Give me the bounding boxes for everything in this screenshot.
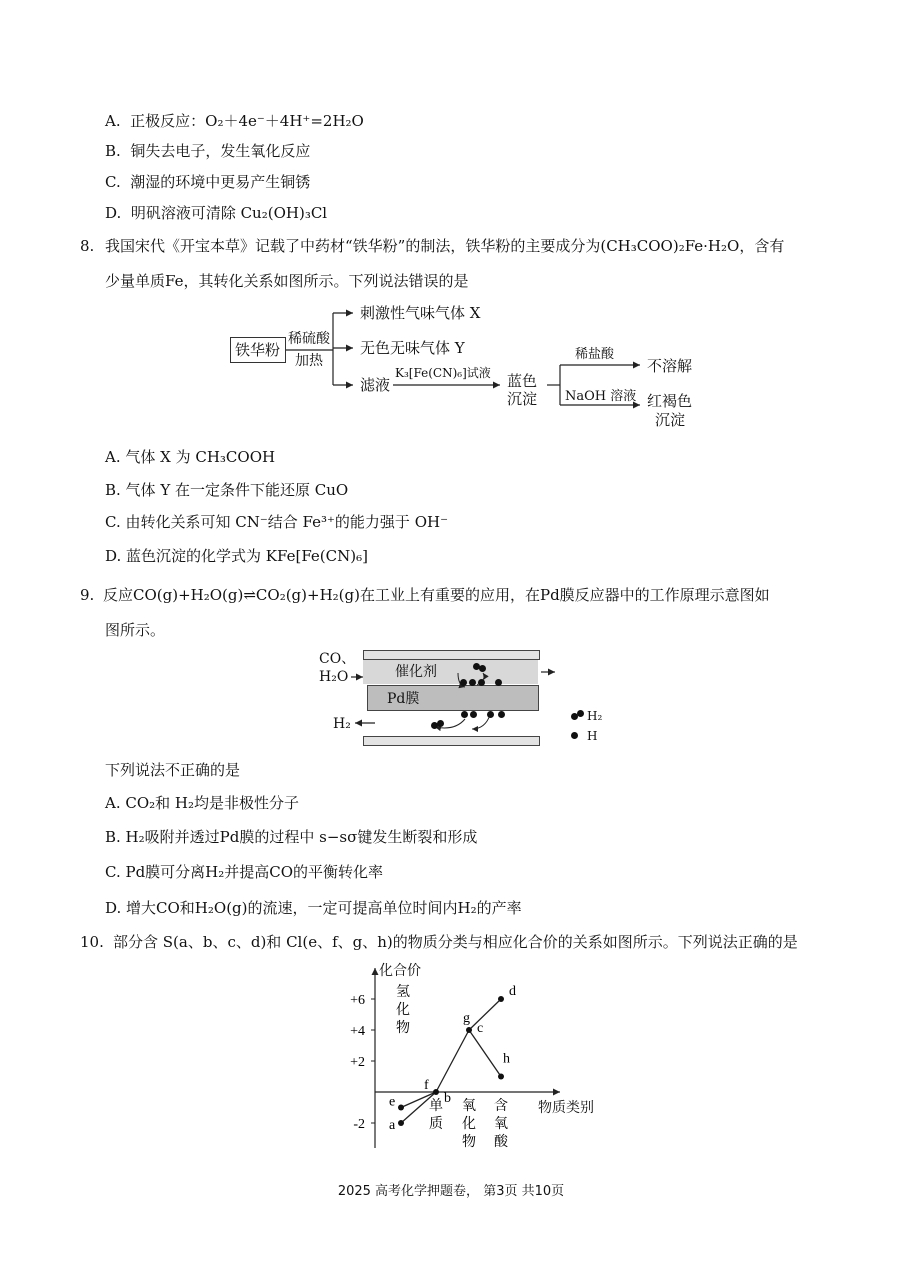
q9-outlet-label: H₂ xyxy=(333,716,351,732)
q8-condition1: 加热 xyxy=(295,353,323,369)
q8-option-a: A. 气体 X 为 CH₃COOH xyxy=(105,448,276,466)
category-label: 酸 xyxy=(494,1134,508,1150)
legend-h-label: H xyxy=(587,729,598,743)
q8-stem-line1: 我国宋代《开宝本草》记载了中药材“铁华粉”的制法，铁华粉的主要成分为(CH₃COO)₂Fe·H₂O，含有 xyxy=(105,237,785,255)
x-axis-label: 物质类别 xyxy=(538,1100,594,1116)
y-tick-label: +4 xyxy=(350,1024,365,1039)
q8-stem-line2: 少量单质Fe，其转化关系如图所示。下列说法错误的是 xyxy=(105,272,469,290)
q8-precip-line2: 沉淀 xyxy=(507,390,538,408)
point-label-b: b xyxy=(444,1091,451,1106)
q8-option-c: C. 由转化关系可知 CN⁻结合 Fe³⁺的能力强于 OH⁻ xyxy=(105,513,448,531)
h-atom xyxy=(460,679,467,686)
segment-g-h xyxy=(469,1030,501,1077)
h-atom xyxy=(498,711,505,718)
y-tick-label: +2 xyxy=(350,1055,365,1070)
q8-number: 8. xyxy=(80,237,95,255)
q9-option-d: D. 增大CO和H₂O(g)的流速，一定可提高单位时间内H₂的产率 xyxy=(105,899,522,917)
q9-stem-line2: 图所示。 xyxy=(105,621,166,639)
category-label: 物 xyxy=(462,1134,476,1150)
q8-option-b: B. 气体 Y 在一定条件下能还原 CuO xyxy=(105,481,349,499)
legend-h2-icon xyxy=(577,710,584,717)
point-e xyxy=(398,1105,404,1111)
category-label: 氢 xyxy=(396,984,410,1000)
q9-stem-line1: 反应CO(g)+H₂O(g)⇌CO₂(g)+H₂(g)在工业上有重要的应用，在Pd膜反应器中的工作原理示意图如 xyxy=(103,586,770,604)
q8-result4-line2: 沉淀 xyxy=(655,411,686,429)
h2-molecule-atom xyxy=(479,665,486,672)
q9-option-a: A. CO₂和 H₂均是非极性分子 xyxy=(105,794,300,812)
q8-flow-diagram xyxy=(225,300,705,435)
q8-filtrate: 滤液 xyxy=(360,376,391,394)
category-label: 化 xyxy=(462,1116,476,1132)
legend-h2-label: H₂ xyxy=(587,709,603,723)
h-atom xyxy=(461,711,468,718)
point-label-d: d xyxy=(509,984,516,999)
point-a xyxy=(398,1120,404,1126)
page-footer: 2025 高考化学押题卷， 第3页 共10页 xyxy=(337,1184,565,1199)
h-atom xyxy=(478,679,485,686)
point-d xyxy=(498,996,504,1002)
q9-option-c: C. Pd膜可分离H₂并提高CO的平衡转化率 xyxy=(105,863,384,881)
q8-reagent2: K₃[Fe(CN)₆]试液 xyxy=(395,366,491,380)
q9-catalyst-label: 催化剂 xyxy=(395,664,437,680)
point-label-h: h xyxy=(503,1051,510,1067)
segment-g-d xyxy=(469,999,501,1030)
q9-inlet-line2: H₂O xyxy=(319,669,349,685)
q8-result3: 不溶解 xyxy=(647,357,693,375)
point-label-a: a xyxy=(389,1118,396,1133)
y-axis-label: 化合价 xyxy=(379,963,421,979)
point-label-g: g xyxy=(463,1011,470,1026)
q9-membrane-label: Pd膜 xyxy=(387,691,420,707)
point-label-c: c xyxy=(477,1021,484,1036)
q9-number: 9. xyxy=(80,586,95,604)
category-label: 氧 xyxy=(462,1098,476,1114)
q7-option-b: B. 铜失去电子，发生氧化反应 xyxy=(105,142,311,160)
q10-valence-chart xyxy=(335,960,615,1155)
point-h xyxy=(498,1074,504,1080)
q8-result4-line1: 红褐色 xyxy=(647,392,693,410)
q9-reactor-diagram xyxy=(315,645,615,750)
category-label: 单 xyxy=(429,1098,443,1114)
h-atom xyxy=(495,679,502,686)
h2-molecule-atom xyxy=(437,720,444,727)
q10-number: 10. xyxy=(80,933,104,951)
q8-reagent3: 稀盐酸 xyxy=(575,347,615,362)
legend-h-icon xyxy=(571,732,578,739)
h-atom xyxy=(487,711,494,718)
q9-arrows xyxy=(315,645,615,750)
q8-product-x: 刺激性气味气体 X xyxy=(360,304,481,322)
valence-chart-svg xyxy=(335,960,615,1155)
q9-prompt: 下列说法不正确的是 xyxy=(105,761,241,779)
category-label: 含 xyxy=(494,1098,508,1114)
q9-option-b: B. H₂吸附并透过Pd膜的过程中 s−sσ键发生断裂和形成 xyxy=(105,828,478,846)
point-label-e: e xyxy=(389,1094,396,1110)
h-atom xyxy=(469,679,476,686)
q7-option-c: C. 潮湿的环境中更易产生铜锈 xyxy=(105,173,311,191)
q8-reagent1: 稀硫酸 xyxy=(288,331,330,347)
point-c xyxy=(466,1027,472,1033)
q8-start-label: 铁华粉 xyxy=(235,341,281,359)
q7-option-a: A. 正极反应：O₂＋4e⁻＋4H⁺=2H₂O xyxy=(105,112,364,130)
q8-product-y: 无色无味气体 Y xyxy=(360,339,465,357)
segment-b-g xyxy=(436,1030,469,1092)
y-tick-label: +6 xyxy=(350,993,365,1008)
y-tick-label: -2 xyxy=(353,1117,365,1132)
h-atom xyxy=(470,711,477,718)
q8-option-d: D. 蓝色沉淀的化学式为 KFe[Fe(CN)₆] xyxy=(105,547,368,565)
point-label-f: f xyxy=(424,1078,429,1093)
point-b xyxy=(433,1089,439,1095)
category-label: 氧 xyxy=(494,1116,508,1132)
q7-option-d: D. 明矾溶液可清除 Cu₂(OH)₃Cl xyxy=(105,204,328,222)
q10-stem: 部分含 S(a、b、c、d)和 Cl(e、f、g、h)的物质分类与相应化合价的关系如图所示。下列说法正确的是 xyxy=(113,933,798,951)
category-label: 物 xyxy=(396,1020,410,1036)
category-label: 化 xyxy=(396,1002,410,1018)
q8-reagent4: NaOH 溶液 xyxy=(565,389,637,404)
q8-precip-line1: 蓝色 xyxy=(507,372,538,390)
category-label: 质 xyxy=(429,1116,443,1132)
q9-inlet-line1: CO、 xyxy=(319,651,356,667)
